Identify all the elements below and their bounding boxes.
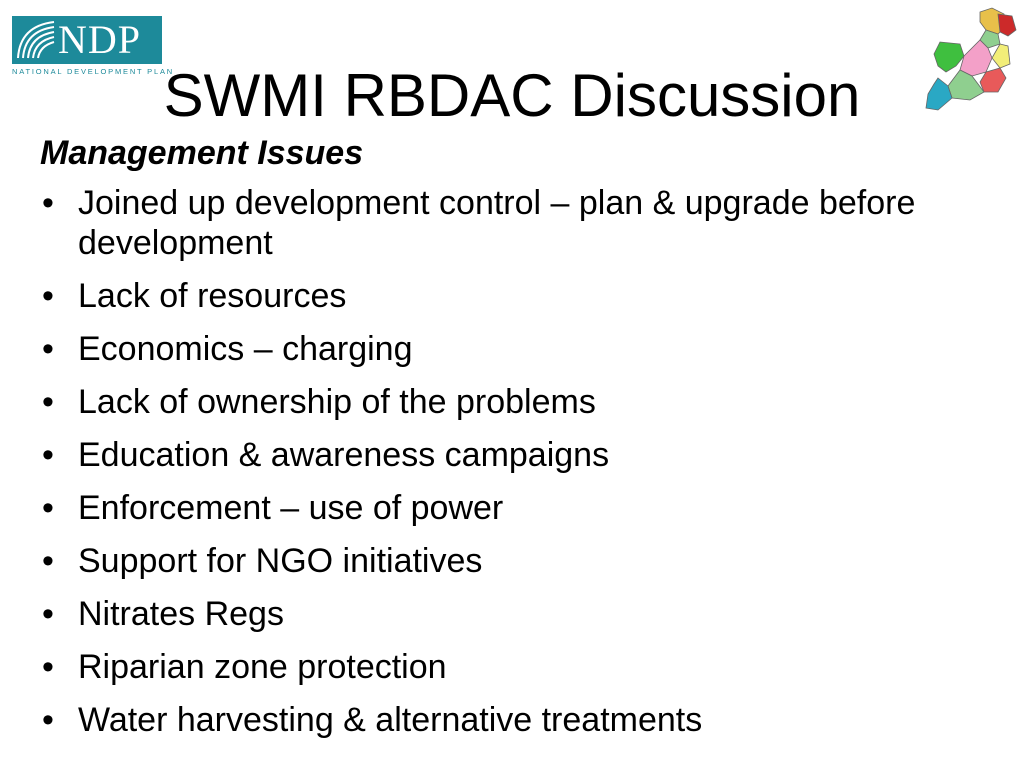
- bullet-text: Riparian zone protection: [78, 648, 447, 686]
- bullet-item: [40, 183, 1000, 263]
- bullet-item: [40, 594, 1000, 634]
- ndp-subtitle: NATIONAL DEVELOPMENT PLAN: [12, 67, 174, 76]
- bullet-dot: •: [42, 330, 54, 368]
- bullet-item: [40, 647, 1000, 687]
- bullet-item: [40, 276, 1000, 316]
- bullet-dot: •: [42, 436, 54, 474]
- bullet-dot: •: [42, 489, 54, 527]
- bullet-item: [40, 541, 1000, 581]
- ireland-river-basin-map-icon: [920, 4, 1020, 116]
- bullet-dot: •: [42, 648, 54, 686]
- bullet-dot: •: [42, 277, 54, 315]
- bullet-item: [40, 700, 1000, 740]
- bullet-item: [40, 488, 1000, 528]
- bullet-list: [40, 183, 1000, 753]
- bullet-text: Support for NGO initiatives: [78, 542, 483, 580]
- bullet-dot: •: [42, 184, 54, 222]
- bullet-dot: •: [42, 383, 54, 421]
- bullet-text: Lack of ownership of the problems: [78, 383, 596, 421]
- bullet-text: Economics – charging: [78, 330, 413, 368]
- bullet-item: [40, 382, 1000, 422]
- bullet-dot: •: [42, 542, 54, 580]
- ndp-harp-icon: [14, 18, 58, 62]
- bullet-dot: •: [42, 701, 54, 739]
- bullet-text: Education & awareness campaigns: [78, 436, 610, 474]
- bullet-text: Water harvesting & alternative treatments: [78, 701, 703, 739]
- bullet-item: [40, 435, 1000, 475]
- section-subheading: Management Issues: [40, 134, 364, 172]
- bullet-item: [40, 329, 1000, 369]
- bullet-dot: •: [42, 595, 54, 633]
- bullet-text: Enforcement – use of power: [78, 489, 504, 527]
- bullet-text: Nitrates Regs: [78, 595, 284, 633]
- bullet-text: Lack of resources: [78, 277, 347, 315]
- bullet-text: Joined up development control – plan & upgrade before development: [78, 184, 916, 262]
- ndp-logo-box: [12, 16, 162, 64]
- slide-title: SWMI RBDAC Discussion: [163, 62, 861, 129]
- ndp-wordmark: NDP: [58, 17, 142, 62]
